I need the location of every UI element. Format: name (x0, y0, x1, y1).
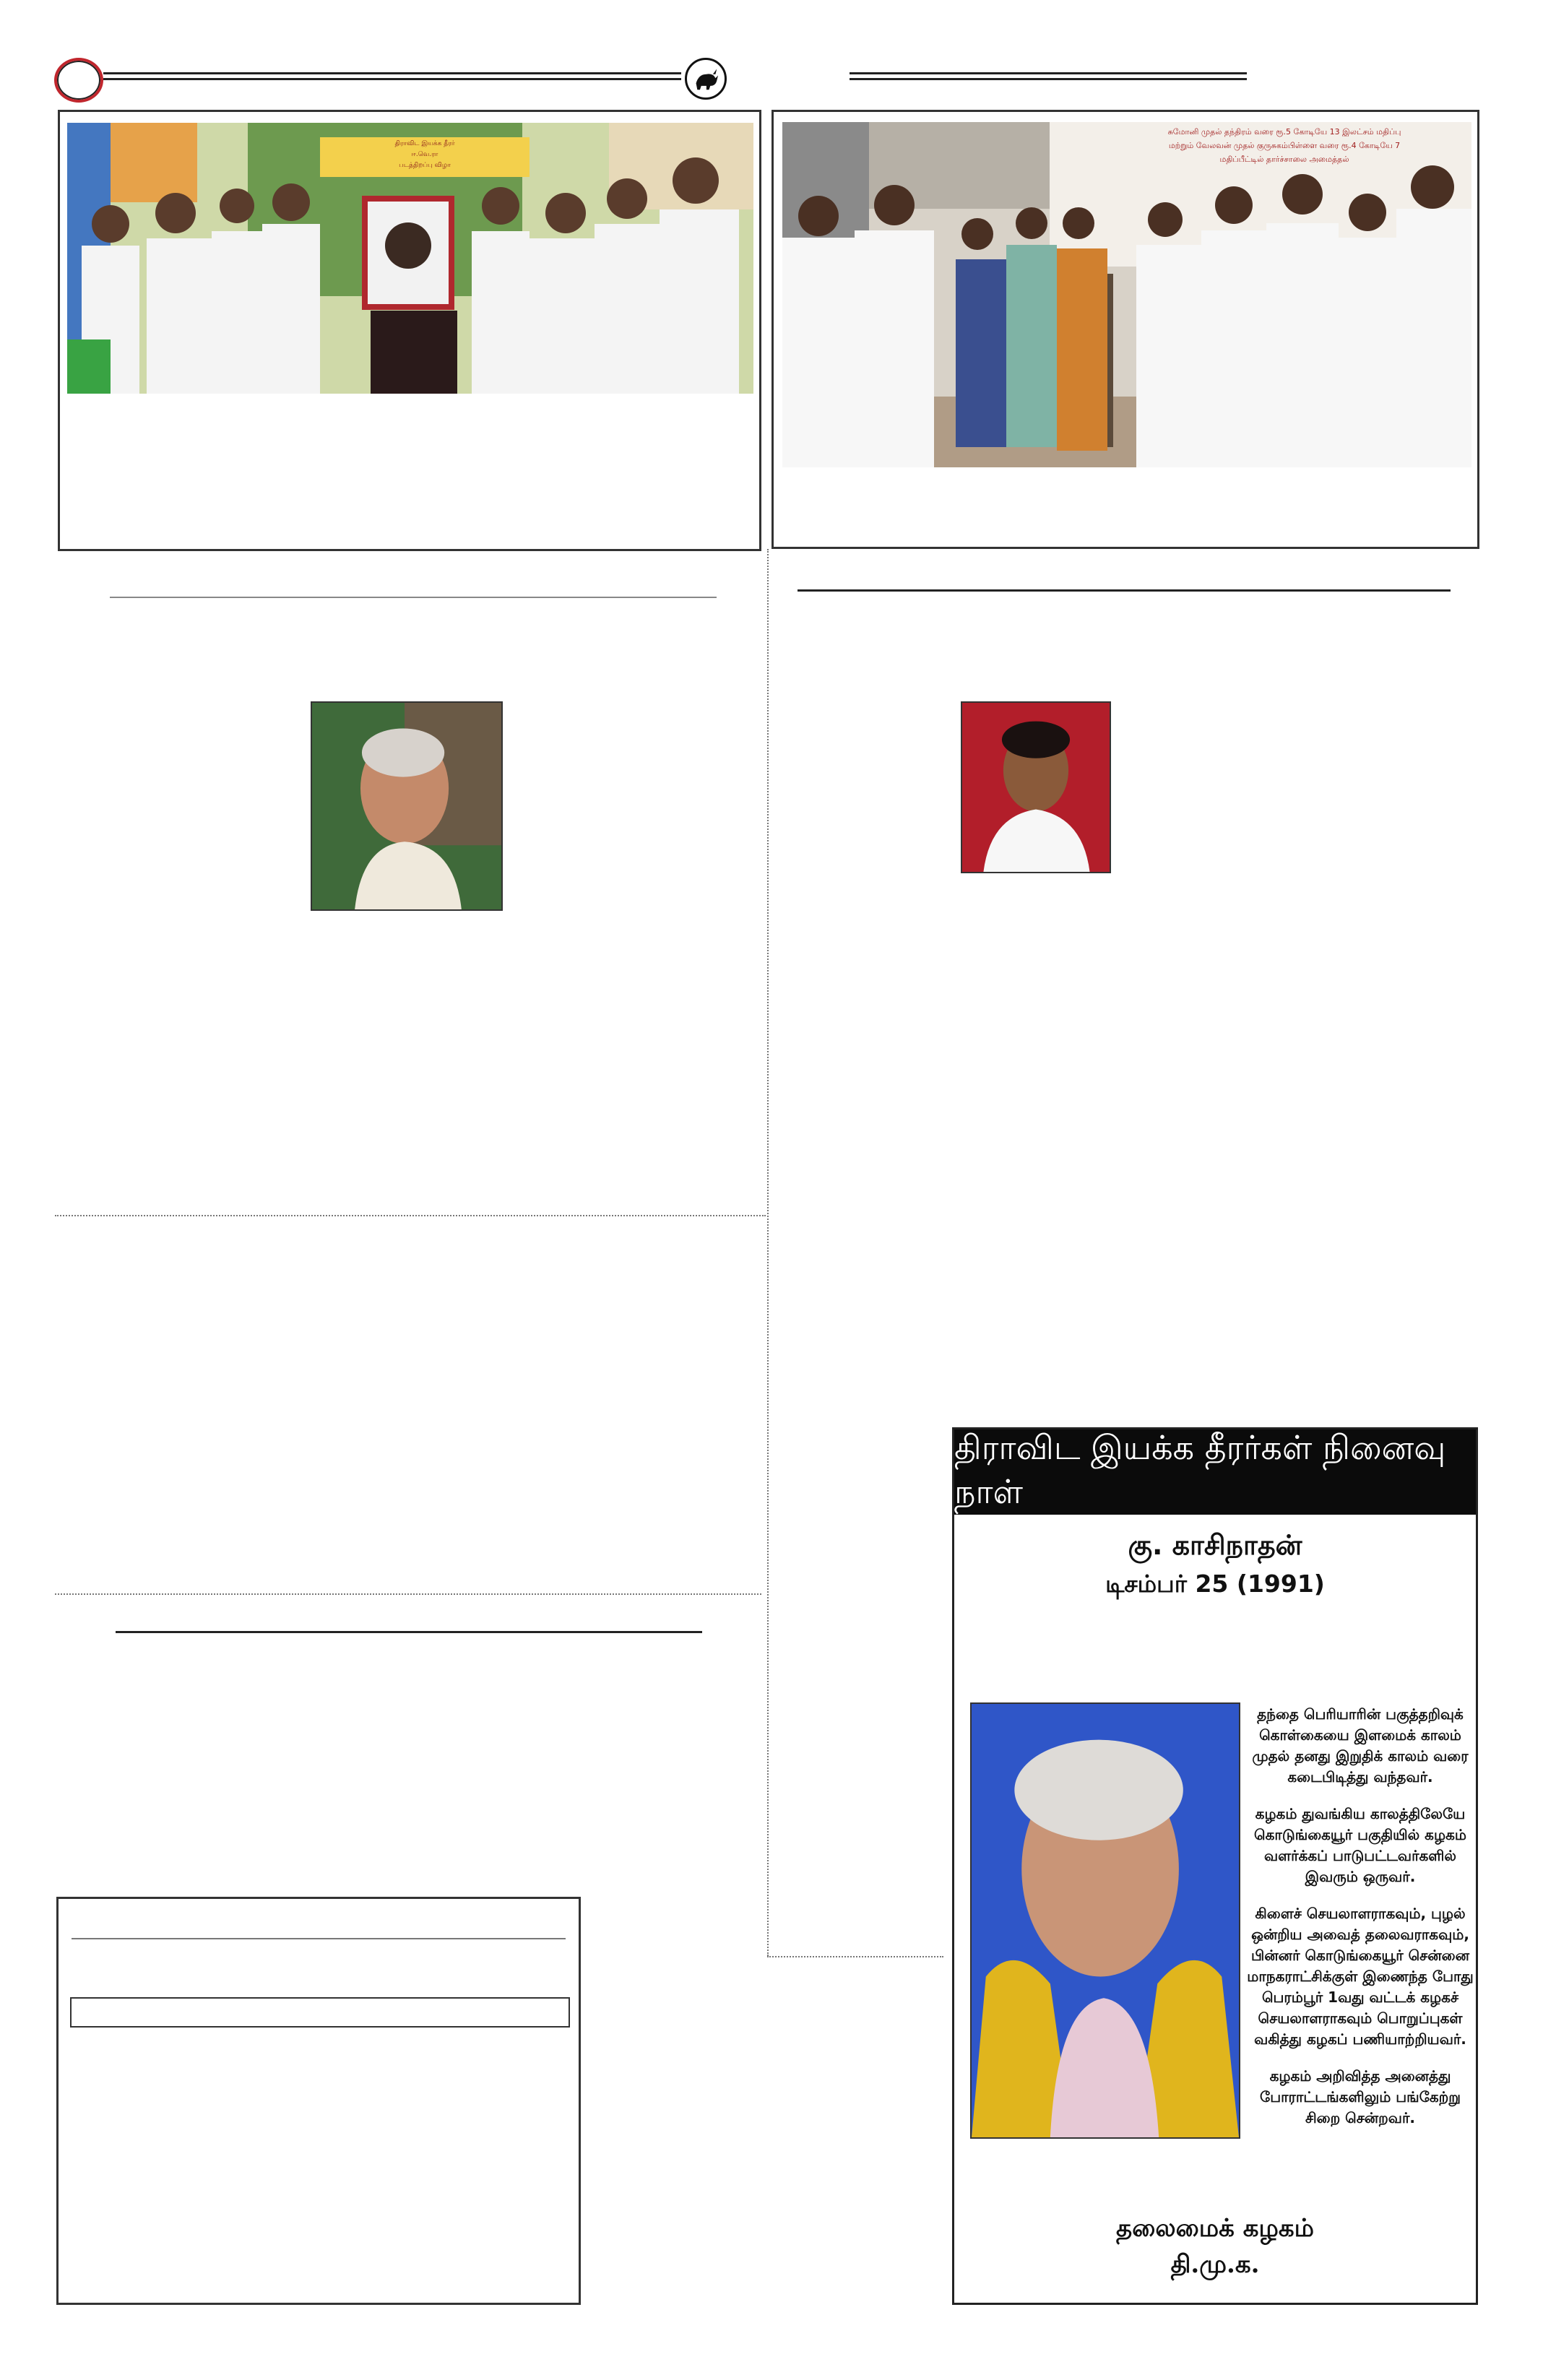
memorial-paragraph-3: கிளைச் செயலாளராகவும், புழல் ஒன்றிய அவைத் தலைவராகவும், பின்னர் கொடுங்கையூர் சென்னை மாநகராட்சிக்குள் இணைந்த போது பெரம்பூர் 1வது வட்டக் கழகச் செயலாளராகவும் பொறுப்புகள் வகித்து கழகப் பணியாற்றியவர். (1247, 1905, 1474, 2048)
left-section-rule (110, 597, 717, 598)
bull-emblem-icon (685, 58, 727, 100)
right-photo-box (772, 110, 1479, 549)
left-dotted-divider-1 (55, 1215, 766, 1216)
memorial-box (952, 1427, 1478, 2305)
memorial-date: டிசம்பர் 25 (1991) (1105, 1570, 1325, 1598)
left-dotted-divider-2 (55, 1593, 761, 1595)
memorial-footer-line1: தலைமைக் கழகம் (1116, 2214, 1314, 2243)
memorial-footer-line2: தி.மு.க. (1170, 2250, 1260, 2279)
memorial-header: திராவிட இயக்க தீரர்கள் நினைவு நாள் (954, 1429, 1476, 1515)
bottom-left-inner-box (70, 1997, 570, 2028)
masthead-rule-bottom (103, 78, 681, 80)
memorial-name: கு. காசிநாதன் (1128, 1529, 1302, 1561)
left-banner-text: திராவிட இயக்க தீரர் ஈ.வெ.ரா படத்திறப்பு விழா (394, 140, 455, 169)
column-dotted-divider (767, 549, 769, 1956)
memorial-paragraph-2: கழகம் துவங்கிய காலத்திலேயே கொடுங்கையூர் பகுதியில் கழகம் வளர்க்கப் பாடுபட்டவர்களில் இவரும் ஒருவர். (1254, 1805, 1466, 1885)
lower-left-rule (116, 1631, 702, 1633)
right-section-rule (798, 589, 1451, 592)
masthead-circle (54, 58, 103, 103)
right-column-dotted-end (767, 1956, 943, 1957)
left-event-photo (67, 123, 753, 394)
bottom-left-box (56, 1897, 581, 2305)
right-header-rule-bottom (850, 78, 1247, 80)
left-portrait-photo (311, 701, 503, 911)
memorial-portrait (970, 1702, 1240, 2139)
memorial-paragraph-4: கழகம் அறிவித்த அனைத்து போராட்டங்களிலும் பங்கேற்று சிறை சென்றவர். (1260, 2067, 1461, 2126)
right-event-photo (782, 122, 1471, 467)
right-portrait-photo (961, 701, 1111, 873)
left-photo-box (58, 110, 761, 551)
memorial-paragraph-1: தந்தை பெரியாரின் பகுத்தறிவுக் கொள்கையை இளமைக் காலம் முதல் தனது இறுதிக் காலம் வரை கடைபிடித்து வந்தவர். (1252, 1705, 1469, 1786)
memorial-text-column (1246, 1704, 1474, 2166)
right-header-rule-top (850, 72, 1247, 74)
bottom-left-box-rule (72, 1938, 566, 1939)
right-banner-text: சுமோனி முதல் தந்திரம் வரை ரூ.5 கோடியே 13 இலட்சம் மதிப்பு மற்றும் வேலவன் முதல் குருசுகம்பிள்ளை வரை ரூ.4 கோடியே 7 மதிப்பீட்டில் தார்ச்சாலை அமைத்தல் (1167, 127, 1401, 164)
masthead-rule-top (103, 72, 681, 74)
